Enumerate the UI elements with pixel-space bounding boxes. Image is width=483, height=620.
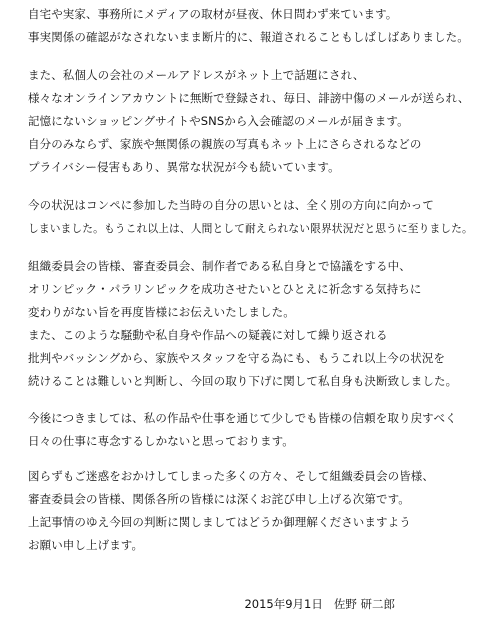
text-line: オリンピック・パラリンピックを成功させたいとひとえに祈念する気持ちに: [28, 282, 422, 296]
paragraph-future-work: [28, 407, 478, 453]
text-line: 自宅や実家、事務所にメディアの取材が昼夜、休日問わず来ています。: [28, 7, 398, 21]
signature-block: [244, 596, 395, 612]
text-line: 事実関係の確認がなされないまま断片的に、報道されることもしばしばありました。: [28, 30, 469, 44]
paragraph-withdrawal-decision: [28, 255, 478, 393]
text-line: 自分のみならず、家族や無関係の親族の写真もネット上にさらされるなどの: [28, 137, 422, 151]
paragraph-apology: [28, 465, 478, 557]
text-line: 図らずもご迷惑をおかけしてしまった多くの方々、そして組織委員会の皆様、: [28, 469, 434, 483]
text-line: 組織委員会の皆様、審査委員会、制作者である私自身とで協議をする中、: [28, 259, 411, 273]
text-line: 様々なオンラインアカウントに無断で登録され、毎日、誹謗中傷のメールが送られ、: [28, 91, 470, 105]
text-line: 記憶にないショッピングサイトやSNSから入会確認のメールが届きます。: [28, 114, 409, 128]
text-line: 審査委員会の皆様、関係各所の皆様には深くお詫び申し上げる次第です。: [28, 492, 410, 506]
text-line: 上記事情のゆえ今回の判断に関しましてはどうか御理解くださいますよう: [28, 515, 411, 529]
text-line: 続けることは難しいと判断し、今回の取り下げに関して私自身も決断致しました。: [28, 374, 458, 388]
paragraph-current-situation: [28, 194, 478, 240]
text-line: しまいました。もうこれ以上は、人間として耐えられない限界状況だと思うに至りました。: [28, 222, 473, 235]
text-line: 批判やバッシングから、家族やスタッフを守る為にも、もうこれ以上今の状況を: [28, 351, 446, 365]
paragraph-media-coverage: [28, 3, 478, 49]
text-line: 今後につきましては、私の作品や仕事を通じて少しでも皆様の信頼を取り戻すべく: [28, 411, 457, 425]
text-line: プライバシー侵害もあり、異常な状況が今も続いています。: [28, 160, 340, 174]
paragraph-online-harassment: [28, 64, 478, 179]
text-line: 今の状況はコンペに参加した当時の自分の思いとは、全く別の方向に向かって: [28, 198, 434, 212]
signature-date: 2015年9月1日: [244, 597, 323, 611]
text-line: また、私個人の会社のメールアドレスがネット上で話題にされ、: [28, 68, 365, 82]
text-line: また、このような騒動や私自身や作品への疑義に対して繰り返される: [28, 328, 388, 342]
text-line: 日々の仕事に専念するしかないと思っております。: [28, 434, 294, 448]
text-line: お願い申し上げます。: [28, 538, 144, 552]
text-line: 変わりがない旨を再度皆様にお伝えいたしました。: [28, 305, 295, 319]
signature-name: 佐野 研二郎: [333, 597, 395, 611]
